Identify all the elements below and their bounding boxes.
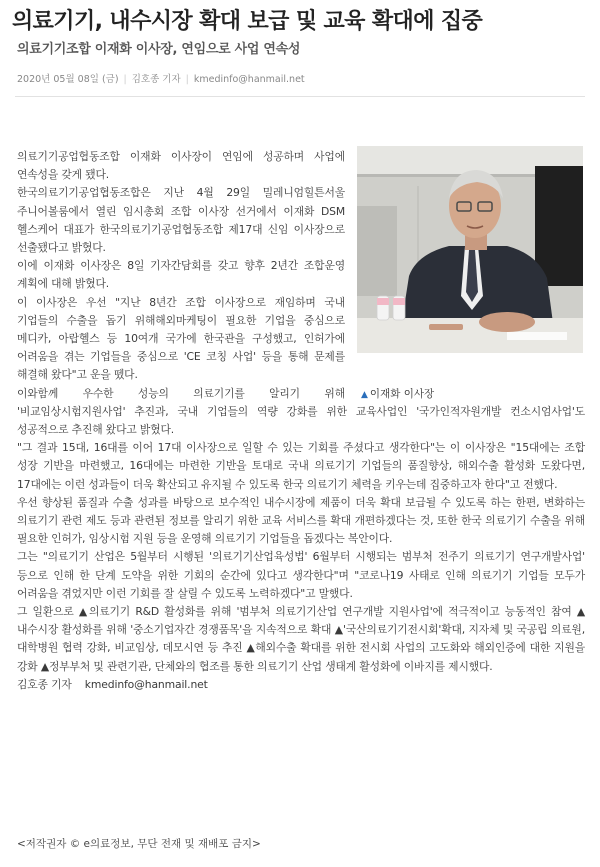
article-paragraph: 이와함께 우수한 성능의 의료기기를 알리기 위해 '비교임상시험지원사업' 추진과, 국내 기업들의 역량 강화를 위한 교육사업인 '국가인적자원개발 컨소시엄사업'도 성공적으로 추진해 왔다고 밝혔다. <box>17 386 585 437</box>
article-paragraph: 그는 "의료기기 산업은 5월부터 시행된 '의료기기산업육성법' 6월부터 시행되는 범부처 전주기 의료기기 연구개발사업' 등으로 인해 한 단계 도약을 위한 기회의 순간에 있다고 생각한다"며 "코로나19 사태로 인해 의료기기 기업들 모두가 어려움을 겪었지만 이런 기회를 잘 살릴 수 있도록 노력하겠다"고 말했다. <box>17 550 585 600</box>
article-paragraph: 이 이사장은 우선 "지난 8년간 조합 이사장으로 재임하며 국내 기업들의 수출을 돕기 위해해외마케팅이 필요한 기업을 중심으로 메디카, 아랍헬스 등 10여개 국가에 한국관을 구성했고, 인허가에 어려움을 겪는 기업들을 중심으로 'CE 코칭 사업' 등을 통해 문제를 해결해 왔다"고 운을 뗐다. <box>17 295 345 382</box>
header-divider <box>15 96 585 97</box>
article-paragraph: 의료기기공업협동조합 이재화 이사장이 연임에 성공하며 사업에 연속성을 갖게 됐다. <box>17 150 345 182</box>
article-paragraph: 그 일환으로 ▲의료기기 R&D 활성화를 위해 '범부처 의료기기산업 연구개발 지원사업'에 적극적이고 능동적인 참여 ▲내수시장 활성화를 위해 '중소기업자간 경쟁품목'을 지속적으로 확대 ▲'국산의료기기전시회'확대, 지자체 및 국공립 의료원, 대학병원 협력 강화, 비교임상, 데모시연 등 추진 ▲해외수출 확대를 위한 전시회 사업의 고도화와 해외인증에 대한 지원을 강화 ▲정부부처 및 관련기관, 단체와의 협조를 통한 의료기기 산업 생태계 활성화에 이바지를 제시했다. <box>17 605 585 673</box>
portrait-illustration <box>357 146 583 353</box>
publish-date: 2020년 05월 08일 (금) <box>17 74 119 85</box>
article-paragraph: 우선 향상된 품질과 수출 성과를 바탕으로 보수적인 내수시장에 제품이 더욱 확대 보급될 수 있도록 하는 한편, 변화하는 의료기기 관련 제도 등과 관련된 정보를 알리기 위한 교육 서비스를 확대 개편하겠다는 것, 또한 한국 의료기기 수출을 위해 필요한 인허가, 임상시험 지원 등을 운영해 의료기기 기업들을 돕겠다는 복안이다. <box>17 495 585 546</box>
caption-marker-icon: ▲ <box>361 390 368 400</box>
article-paragraph: 한국의료기기공업협동조합은 지난 4월 29일 밀레니엄힐튼서울 주니어볼룸에서 열린 임시총회 조합 이사장 선거에서 이재화 DSM 헬스케어 대표가 한국의료기기공업협동조합 제17대 신임 이사장으로 선출됐다고 밝혔다. <box>17 186 345 255</box>
portrait-photo[interactable] <box>357 146 583 353</box>
article-meta <box>17 71 305 85</box>
author-email[interactable]: kmedinfo@hanmail.net <box>193 74 305 85</box>
meta-separator: | <box>185 74 189 85</box>
article-subtitle: 의료기기조합 이재화 이사장, 연임으로 사업 연속성 <box>17 42 301 57</box>
article-paragraph: 이에 이재화 이사장은 8일 기자간담회를 갖고 향후 2년간 조합운영 계획에 대해 밝혔다. <box>17 259 345 291</box>
byline-footer: 김호종 기자 kmedinfo@hanmail.net <box>17 677 208 691</box>
article-headline: 의료기기, 내수시장 확대 보급 및 교육 확대에 집중 <box>12 9 483 34</box>
author-name: 김호종 기자 <box>131 74 181 85</box>
meta-separator: | <box>123 74 127 85</box>
caption-text: 이재화 이사장 <box>369 388 435 400</box>
copyright-notice: <저작권자 © e의료정보, 무단 전재 및 재배포 금지> <box>17 838 261 850</box>
article-paragraph: "그 결과 15대, 16대를 이어 17대 이사장으로 일할 수 있는 기회를 주셨다고 생각한다"는 이 이사장은 "15대에는 조합 성장 기반을 마련했고, 16대에는 마련한 기반을 토대로 국내 의료기기 기업들의 품질향상, 해외수출 활성화 도왔다면, 17대에는 이런 성과들이 더욱 확산되고 유지될 수 있도록 한국 의료기기 체력을 키우는데 집중하고자 한다"고 전했다. <box>17 441 585 491</box>
photo-caption <box>361 386 434 401</box>
article-photo <box>357 146 583 400</box>
